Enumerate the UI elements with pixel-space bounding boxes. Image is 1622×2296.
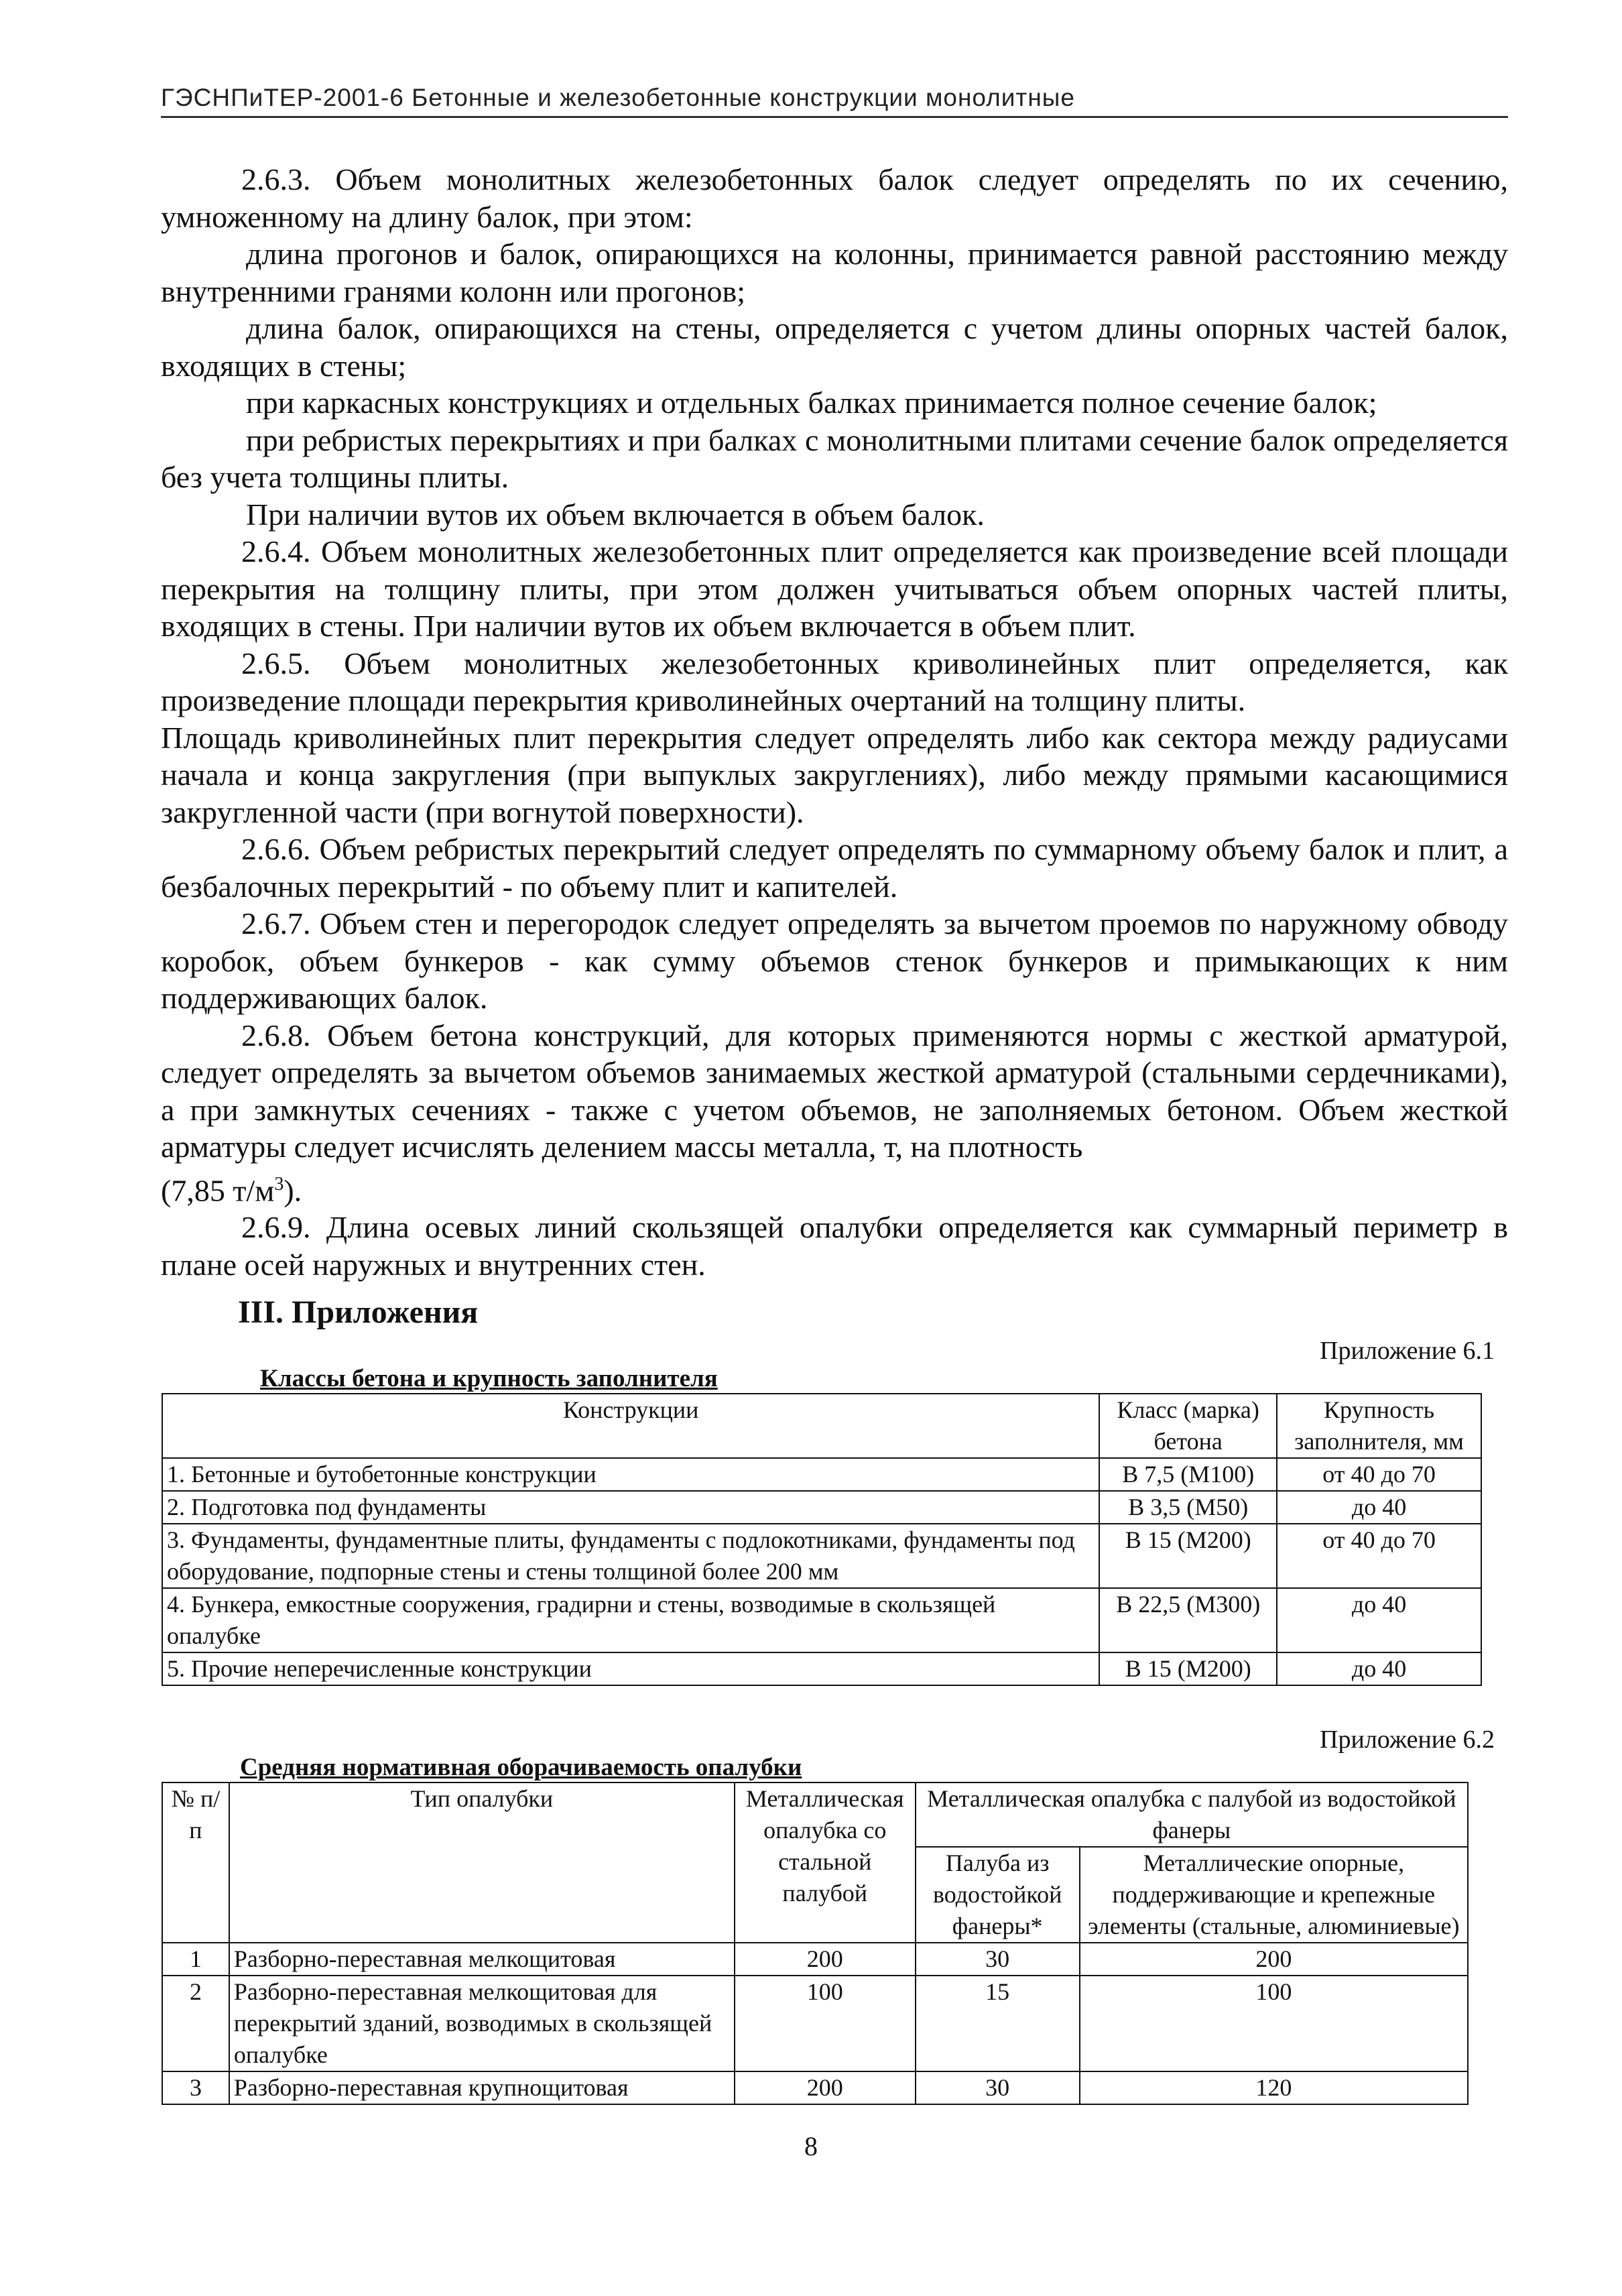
- table-cell: В 7,5 (М100): [1099, 1458, 1277, 1491]
- table-cell: 200: [1080, 1943, 1468, 1976]
- paragraph-2-6-8: 2.6.8. Объем бетона конструкций, для которых применяются нормы с жесткой арматурой, следует определять за вычетом объемов занимаемых жесткой арматурой (стальными сердечниками), а при замкнутых сечениях - также с учетом объемов, не заполняемых бетоном. Объем жесткой арматуры следует исчислять делением массы металла, т, на плотность: [161, 1018, 1508, 1164]
- appendix-6-2-caption: Средняя нормативная оборачиваемость опалубки: [240, 1754, 802, 1781]
- paragraph-2-6-3: 2.6.3. Объем монолитных железобетонных балок следует определять по их сечению, умноженному на длину балок, при этом:: [161, 162, 1508, 234]
- column-group-header: Металлическая опалубка с палубой из водостойкой фанеры: [916, 1783, 1468, 1847]
- paragraph: Площадь криволинейных плит перекрытия следует определять либо как сектора между радиусами начала и конца закругления (при выпуклых закруглениях), либо между прямыми касающимися закругленной части (при вогнутой поверхности).: [161, 720, 1508, 829]
- table-cell: 2: [162, 1976, 229, 2071]
- paragraph: при каркасных конструкциях и отдельных балках принимается полное сечение балок;: [246, 385, 1377, 420]
- table-row: [162, 1491, 1481, 1524]
- table-cell: В 15 (М200): [1099, 1652, 1277, 1685]
- paragraph: длина прогонов и балок, опирающихся на колонны, принимается равной расстоянию между внутренними гранями колонн или прогонов;: [161, 237, 1508, 308]
- running-header: ГЭСНПиТЕР-2001-6 Бетонные и железобетонные конструкции монолитные: [161, 84, 1508, 118]
- table-row: [162, 1976, 1468, 2071]
- table-cell: 30: [916, 2071, 1080, 2104]
- table-cell: 2. Подготовка под фундаменты: [162, 1491, 1099, 1524]
- table-cell: до 40: [1277, 1588, 1481, 1652]
- column-header: Конструкции: [162, 1394, 1099, 1458]
- table-cell: 120: [1080, 2071, 1468, 2104]
- table-cell: Разборно-переставная крупнощитовая: [229, 2071, 735, 2104]
- paragraph: длина балок, опирающихся на стены, определяется с учетом длины опорных частей балок, входящих в стены;: [161, 311, 1508, 383]
- column-header: Металлическая опалубка со стальной палубой: [735, 1783, 916, 1943]
- table-cell: 3: [162, 2071, 229, 2104]
- table-row: [162, 1943, 1468, 1976]
- table-cell: 5. Прочие неперечисленные конструкции: [162, 1652, 1099, 1685]
- table-cell: В 22,5 (М300): [1099, 1588, 1277, 1652]
- column-header: Металлические опорные, поддерживающие и крепежные элементы (стальные, алюминиевые): [1080, 1847, 1468, 1943]
- table-header-row: [162, 1783, 1468, 1847]
- table-cell: 100: [735, 1976, 916, 2071]
- table-row: [162, 1458, 1481, 1491]
- table-row: [162, 1652, 1481, 1685]
- table-header-row: [162, 1394, 1481, 1458]
- table-row: [162, 1588, 1481, 1652]
- table-cell: В 15 (М200): [1099, 1524, 1277, 1588]
- table-cell: 4. Бункера, емкостные сооружения, градирни и стены, возводимые в скользящей опалубке: [162, 1588, 1099, 1652]
- table-row: [162, 1524, 1481, 1588]
- paragraph-2-6-4: 2.6.4. Объем монолитных железобетонных плит определяется как произведение всей площади перекрытия на толщину плиты, при этом должен учитываться объем опорных частей плиты, входящих в стены. При наличии вутов их объем включается в объем плит.: [161, 534, 1508, 643]
- paragraph-2-6-6: 2.6.6. Объем ребристых перекрытий следует определять по суммарному объему балок и плит, а безбалочных перекрытий - по объему плит и капителей.: [161, 832, 1508, 904]
- table-row: [162, 2071, 1468, 2104]
- table-cell: 1. Бетонные и бутобетонные конструкции: [162, 1458, 1099, 1491]
- column-header: Палуба из водостойкой фанеры*: [916, 1847, 1080, 1943]
- table-cell: 3. Фундаменты, фундаментные плиты, фундаменты с подлокотниками, фундаменты под оборудование, подпорные стены и стены толщиной более 200 мм: [162, 1524, 1099, 1588]
- table-cell: до 40: [1277, 1491, 1481, 1524]
- table-cell: 200: [735, 2071, 916, 2104]
- paragraph: При наличии вутов их объем включается в объем балок.: [246, 497, 985, 532]
- column-header: Крупность заполнителя, мм: [1277, 1394, 1481, 1458]
- table-cell: 1: [162, 1943, 229, 1976]
- appendix-6-1-caption: Классы бетона и крупность заполнителя: [260, 1365, 718, 1392]
- table-cell: от 40 до 70: [1277, 1458, 1481, 1491]
- table-cell: 30: [916, 1943, 1080, 1976]
- paragraph-2-6-7: 2.6.7. Объем стен и перегородок следует определять за вычетом проемов по наружному обводу коробок, объем бункеров - как сумму объемов стенок бункеров и примыкающих к ним поддерживающих балок.: [161, 906, 1508, 1015]
- table-cell: 100: [1080, 1976, 1468, 2071]
- table-cell: от 40 до 70: [1277, 1524, 1481, 1588]
- formwork-turnover-table: [162, 1782, 1469, 2105]
- appendix-6-1-label: Приложение 6.1: [1320, 1337, 1495, 1365]
- paragraph-2-6-9: 2.6.9. Длина осевых линий скользящей опалубки определяется как суммарный периметр в плане осей наружных и внутренних стен.: [161, 1210, 1508, 1282]
- table-cell: до 40: [1277, 1652, 1481, 1685]
- concrete-classes-table: [162, 1393, 1482, 1686]
- table-cell: Разборно-переставная мелкощитовая для перекрытий зданий, возводимых в скользящей опалубке: [229, 1976, 735, 2071]
- paragraph-2-6-5: 2.6.5. Объем монолитных железобетонных криволинейных плит определяется, как произведение площади перекрытия криволинейных очертаний на толщину плиты.: [161, 646, 1508, 717]
- paragraph: при ребристых перекрытиях и при балках с монолитными плитами сечение балок определяется без учета толщины плиты.: [161, 422, 1508, 494]
- appendix-6-2-label: Приложение 6.2: [1320, 1726, 1495, 1754]
- column-header: Класс (марка) бетона: [1099, 1394, 1277, 1458]
- table-cell: В 3,5 (М50): [1099, 1491, 1277, 1524]
- column-header: № п/п: [162, 1783, 229, 1943]
- column-header: Тип опалубки: [229, 1783, 735, 1943]
- density-value: (7,85 $т/м^3$).: [161, 1172, 302, 1207]
- section-heading: III. Приложения: [238, 1294, 479, 1330]
- table-cell: Разборно-переставная мелкощитовая: [229, 1943, 735, 1976]
- table-cell: 15: [916, 1976, 1080, 2071]
- page-number: 8: [804, 2131, 818, 2161]
- body-text: [161, 161, 1508, 1283]
- table-cell: 200: [735, 1943, 916, 1976]
